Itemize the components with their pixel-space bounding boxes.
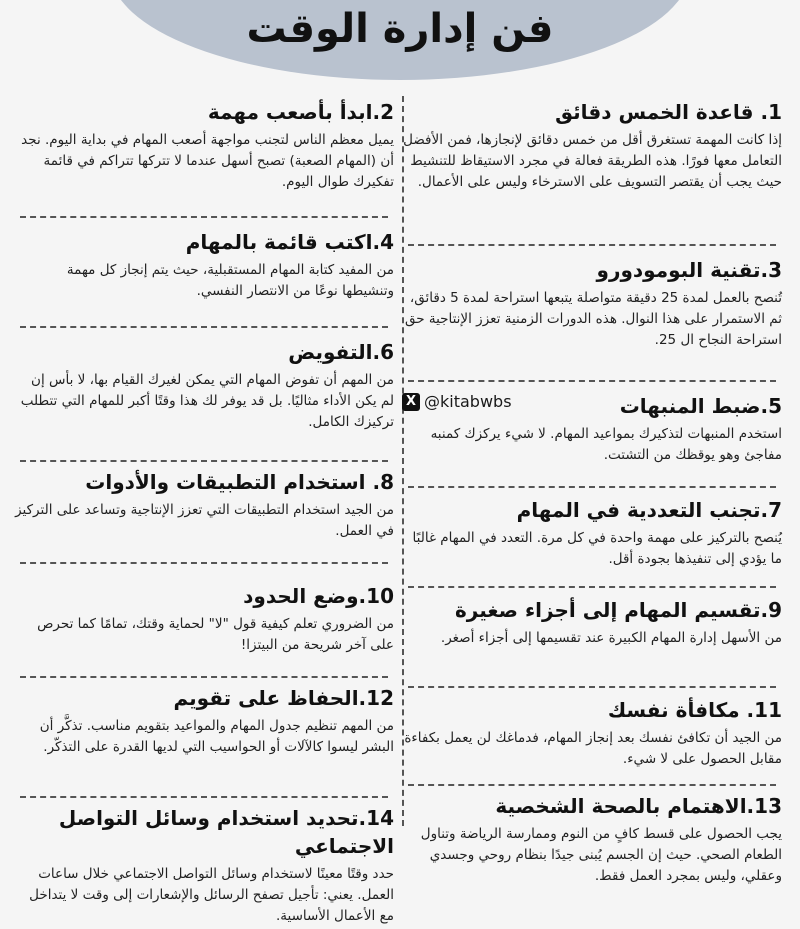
tip-body: من الجيد استخدام التطبيقات التي تعزز الإنتاجية وتساعد على التركيز في العمل. — [15, 502, 394, 539]
tip-4 — [14, 228, 394, 302]
tip-body: استخدم المنبهات لتذكيرك بمواعيد المهام. لا شيء يركزك كمنبه مفاجئ وهو يوقظك من التشتت. — [430, 426, 782, 463]
tip-heading: 11. مكافأة نفسك — [607, 698, 782, 722]
tip-8 — [14, 468, 394, 542]
separator — [20, 216, 388, 218]
tip-body: إذا كانت المهمة تستغرق أقل من خمس دقائق لإنجازها، فمن الأفضل التعامل معها فورًا. هذه الطريقة فعالة في مجرد الاستيقاظ للتنشيط حيث يجب أن يقتصر التسويف على الاسترخاء وليس على الأعمال. — [403, 132, 782, 190]
tip-9 — [402, 596, 782, 649]
tip-body: من المهم تنظيم جدول المهام والمواعيد بتقويم مناسب. تذكَّر أن البشر ليسوا كالآلات أو الحواسيب التي لديها القدرة على التذكّر. — [39, 718, 394, 755]
tip-13 — [402, 792, 782, 887]
tip-3 — [402, 256, 782, 351]
tip-body: من المهم أن تفوض المهام التي يمكن لغيرك القيام بها، لا بأس إن لم يكن الأداء مثاليًا. بل قد يوفر لك هذا وقتًا أكبر للمهام التي تتطلب تركيزك الكامل. — [20, 372, 394, 430]
tip-heading: 9.تقسيم المهام إلى أجزاء صغيرة — [454, 598, 782, 622]
separator — [20, 460, 388, 462]
tip-heading: 14.تحديد استخدام وسائل التواصل الاجتماعي — [58, 806, 394, 858]
separator — [408, 380, 776, 382]
tip-heading: 2.ابدأ بأصعب مهمة — [207, 100, 394, 124]
page-title: فن إدارة الوقت — [246, 6, 554, 52]
separator — [20, 326, 388, 328]
tip-body: من الجيد أن تكافئ نفسك بعد إنجاز المهام، فدماغك لن يعمل بكفاءة مقابل الحصول على لا شيء. — [404, 730, 782, 767]
tip-body: يُنصح بالتركيز على مهمة واحدة في كل مرة. التعدد في المهام غالبًا ما يؤدي إلى تنفيذها بجودة أقل. — [412, 530, 782, 567]
tip-heading: 6.التفويض — [288, 340, 394, 364]
tip-body: تُنصح بالعمل لمدة 25 دقيقة متواصلة يتبعها استراحة لمدة 5 دقائق، ثم الاستمرار على هذا النوال. هذه الدورات الزمنية تعزز الإنتاجية حق استراحة النجاح ال 25. — [404, 290, 782, 348]
tip-11 — [402, 696, 782, 770]
separator — [408, 586, 776, 588]
tip-heading: 1. قاعدة الخمس دقائق — [555, 100, 782, 124]
tip-heading: 12.الحفاظ على تقويم — [173, 686, 394, 710]
tip-heading: 5.ضبط المنبهات — [619, 394, 782, 418]
tip-body: من الأسهل إدارة المهام الكبيرة عند تقسيمها إلى أجزاء أصغر. — [440, 630, 782, 646]
tip-heading: 8. استخدام التطبيقات والأدوات — [85, 470, 394, 494]
tip-body: حدد وقتًا معينًا لاستخدام وسائل التواصل الاجتماعي خلال ساعات العمل. يعني: تأجيل تصفح الرسائل والإشعارات إلى وقت لا يتداخل مع الأعمال الأساسية. — [29, 866, 394, 924]
tip-heading: 10.وضع الحدود — [243, 584, 394, 608]
tip-heading: 13.الاهتمام بالصحة الشخصية — [495, 794, 782, 818]
tip-heading: 4.اكتب قائمة بالمهام — [185, 230, 394, 254]
separator — [408, 244, 776, 246]
separator — [408, 686, 776, 688]
separator — [20, 676, 388, 678]
tip-14 — [14, 804, 394, 927]
tip-body: من الضروري تعلم كيفية قول "لا" لحماية وقتك، تمامًا كما تحرص على آخر شريحة من البيتزا! — [37, 616, 394, 653]
tip-2 — [14, 98, 394, 193]
tip-body: يميل معظم الناس لتجنب مواجهة أصعب المهام في بداية اليوم. نجد أن (المهام الصعبة) تصبح أسهل عندما لا تتركها تتراكم في قائمة تفكيرك طوال اليوم. — [21, 132, 394, 190]
tip-7 — [402, 496, 782, 570]
tip-1 — [402, 98, 782, 193]
separator — [20, 562, 388, 564]
separator — [408, 784, 776, 786]
tip-12 — [14, 684, 394, 758]
tip-10 — [14, 582, 394, 656]
handle-text: @kitabwbs — [424, 392, 512, 411]
tip-body: يجب الحصول على قسط كافٍ من النوم وممارسة الرياضة وتناول الطعام الصحي. حيث إن الجسم يُبنى جيدًا بنظام روحي وجسدي وعقلي، وليس بمجرد العمل فقط. — [420, 826, 782, 884]
tip-heading: 3.تقنية البومودورو — [596, 258, 782, 282]
tip-6 — [14, 338, 394, 433]
social-handle — [402, 392, 512, 411]
separator — [408, 486, 776, 488]
tip-body: من المفيد كتابة المهام المستقبلية، حيث يتم إنجاز كل مهمة وتنشيطها نوعًا من الانتصار النفسي. — [66, 262, 394, 299]
x-logo-icon: X — [402, 393, 420, 411]
tip-heading: 7.تجنب التعددية في المهام — [516, 498, 782, 522]
separator — [20, 796, 388, 798]
tip-5 — [402, 392, 782, 466]
